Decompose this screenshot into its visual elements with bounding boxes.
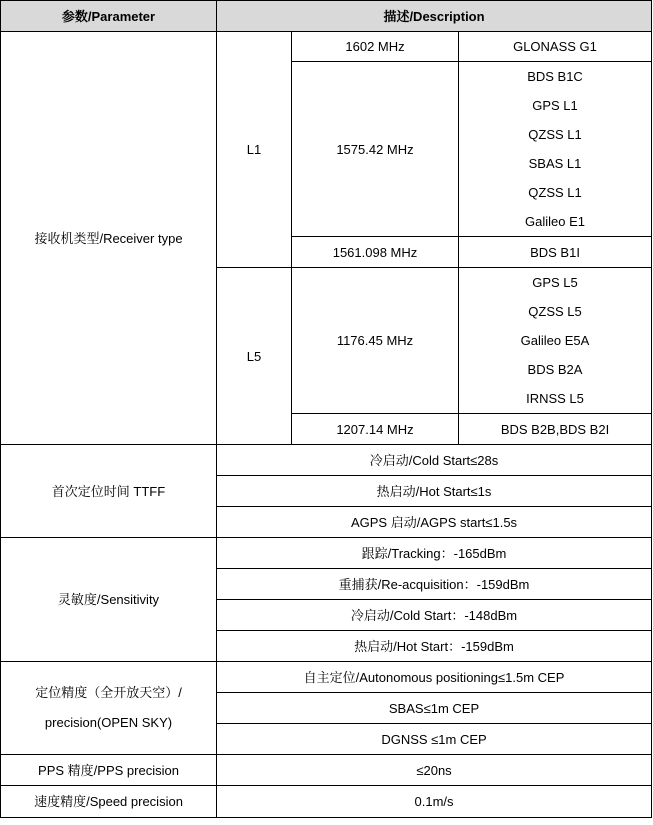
table-row (1, 445, 652, 476)
frequency-cell: 1602 MHz (292, 32, 459, 62)
system-item: QZSS L1 (528, 127, 582, 142)
ttff-value: 冷启动/Cold Start≤28s (217, 445, 652, 476)
frequency-cell: 1176.45 MHz (292, 268, 459, 414)
frequency-cell: 1575.42 MHz (292, 62, 459, 237)
table-row (1, 32, 652, 62)
precision-label-line: 定位精度（全开放天空）/ (35, 685, 182, 700)
system-cell: GLONASS G1 (459, 32, 652, 62)
ttff-value: AGPS 启动/AGPS start≤1.5s (217, 507, 652, 538)
system-item: SBAS L1 (528, 156, 582, 171)
system-cell: BDS B2B,BDS B2I (459, 414, 652, 445)
system-cell: BDS B1I (459, 237, 652, 268)
table-row (1, 755, 652, 786)
system-item: QZSS L1 (528, 185, 582, 200)
receiver-type-label: 接收机类型/Receiver type (1, 32, 217, 445)
sensitivity-label: 灵敏度/Sensitivity (1, 538, 217, 662)
pps-label: PPS 精度/PPS precision (1, 755, 217, 786)
sensitivity-value: 重捕获/Re-acquisition：-159dBm (217, 569, 652, 600)
system-list-cell (459, 268, 652, 414)
system-item: IRNSS L5 (526, 391, 584, 406)
table-row (1, 538, 652, 569)
system-item: Galileo E5A (520, 333, 590, 348)
system-item: GPS L5 (532, 275, 578, 290)
sensitivity-value: 冷启动/Cold Start：-148dBm (217, 600, 652, 631)
system-list-cell (459, 62, 652, 237)
pps-value: ≤20ns (217, 755, 652, 786)
sensitivity-value: 跟踪/Tracking：-165dBm (217, 538, 652, 569)
speed-label: 速度精度/Speed precision (1, 786, 217, 818)
precision-label-line: precision(OPEN SKY) (44, 715, 173, 730)
parameter-header: 参数/Parameter (1, 1, 217, 32)
frequency-cell: 1207.14 MHz (292, 414, 459, 445)
description-header: 描述/Description (217, 1, 652, 32)
table-header-row (1, 1, 652, 32)
system-item: BDS B1C (527, 69, 583, 84)
sensitivity-value: 热启动/Hot Start：-159dBm (217, 631, 652, 662)
precision-value: 自主定位/Autonomous positioning≤1.5m CEP (217, 662, 652, 693)
precision-value: SBAS≤1m CEP (217, 693, 652, 724)
precision-value: DGNSS ≤1m CEP (217, 724, 652, 755)
ttff-value: 热启动/Hot Start≤1s (217, 476, 652, 507)
frequency-cell: 1561.098 MHz (292, 237, 459, 268)
ttff-label: 首次定位时间 TTFF (1, 445, 217, 538)
precision-label (1, 662, 217, 755)
table-row (1, 786, 652, 818)
system-item: Galileo E1 (525, 214, 585, 229)
l5-band-label: L5 (217, 268, 292, 445)
l1-band-label: L1 (217, 32, 292, 268)
system-item: GPS L1 (532, 98, 578, 113)
system-item: BDS B2A (527, 362, 583, 377)
system-item: QZSS L5 (528, 304, 582, 319)
speed-value: 0.1m/s (217, 786, 652, 818)
table-row (1, 662, 652, 693)
